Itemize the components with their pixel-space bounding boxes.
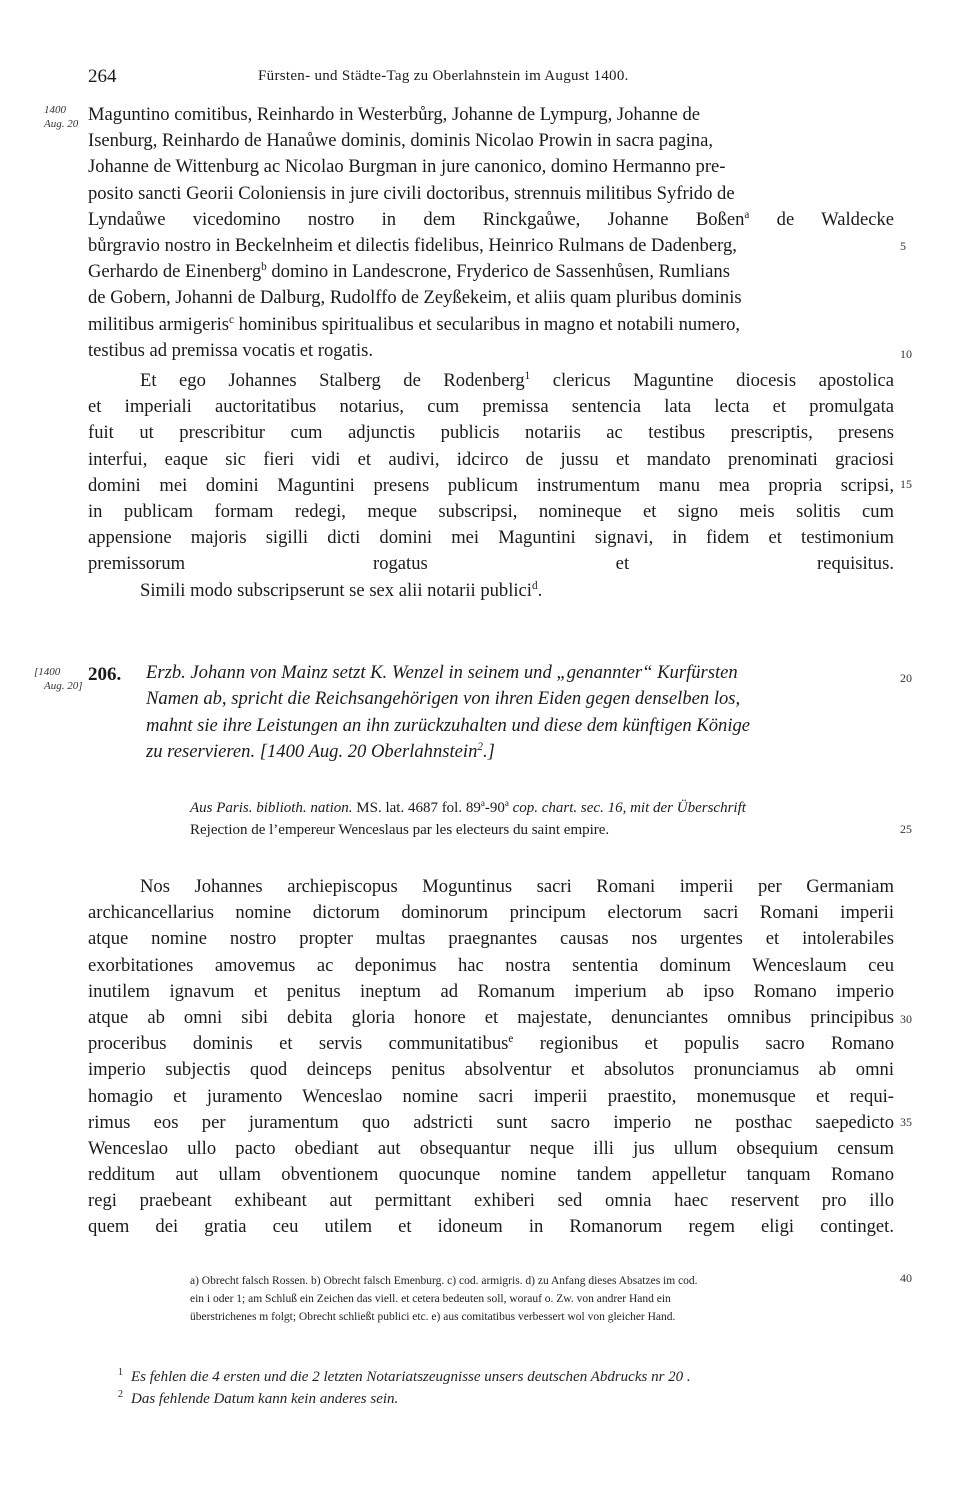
closing-paragraph xyxy=(88,578,894,604)
footnote-mark: d xyxy=(531,579,538,592)
text-line: Johanne de Wittenburg ac Nicolao Burgman in jure canonico, domino Hermanno pre- xyxy=(88,156,726,178)
text-line: Et ego Johannes Stalberg de Rodenberg$^1$ clericus Maguntine diocesis apostolica xyxy=(140,369,894,391)
margin-date: Aug. 20 xyxy=(44,118,79,130)
text-line: de Gobern, Johanni de Dalburg, Rudolffo de Zeyßekeim, et aliis quam pluribus dominis xyxy=(88,287,742,309)
running-title: Fürsten- und Städte-Tag zu Oberlahnstein im August 1400. xyxy=(258,68,629,84)
line-number: 30 xyxy=(900,1012,912,1026)
text-line: posito sancti Georii Coloniensis in jure civili doctoribus, strennuis militibus Syfrido de xyxy=(88,182,735,204)
endnote-line: $^2$ Das fehlende Datum kann kein anderes sein. xyxy=(118,1389,399,1407)
text-line: proceribus dominis et servis communitatibus$^e$ regionibus et populis sacro Romano xyxy=(88,1032,895,1055)
endnote-mark: 2 xyxy=(118,1389,123,1400)
margin-doc-year: [1400 xyxy=(34,666,61,678)
line-number: 25 xyxy=(900,822,912,836)
critical-footnotes xyxy=(190,1272,894,1326)
footnote-mark: 1 xyxy=(524,369,531,382)
source-heading-line: Rejection de l’empereur Wenceslaus par les electeurs du saint empire. xyxy=(190,822,610,838)
margin-year: 1400 xyxy=(44,104,66,116)
text-line: militibus armigeris$^c$ hominibus spiritualibus et secularibus in magno et notabili numero, xyxy=(88,313,741,335)
text-line: rimus eos per juramentum quo adstricti sunt sacro imperio ne posthac saepedicto xyxy=(88,1111,894,1133)
text-line: Maguntino comitibus, Reinhardo in Westerbůrg, Johanne de Lympurg, Johanne de xyxy=(88,104,701,125)
endnote-line: $^1$ Es fehlen die 4 ersten und die 2 letzten Notariatszeugnisse unsers deutschen Abdrucks nr 20 . xyxy=(118,1367,691,1385)
endnote-mark: 1 xyxy=(118,1367,123,1378)
line-number: 10 xyxy=(900,347,912,361)
footnote-line: a) Obrecht falsch Rossen. b) Obrecht falsch Emenburg. c) cod. armigris. d) zu Anfang dieses Absatzes im cod. xyxy=(190,1275,698,1287)
text-line: redditum aut ullam obventionem quocunque nomine tandem appelletur tanquam Romano xyxy=(88,1164,894,1186)
line-number: 20 xyxy=(900,671,912,685)
summary-line: zu reservieren. [1400 Aug. 20 Oberlahnstein$^2$.] xyxy=(146,740,495,763)
text-line: exorbitationes amovemus ac deponimus hac nostra sententia dominum Wenceslaum ceu xyxy=(88,954,894,976)
footnote-mark: b xyxy=(261,260,267,273)
text-line: Gerhardo de Einenberg$^b$ domino in Landescrone, Fryderico de Sassenhůsen, Rumlians xyxy=(88,260,730,283)
summary-line: Erzb. Johann von Mainz setzt K. Wenzel in seinem und „genannter“ Kurfürsten xyxy=(146,662,738,683)
text-line: quem dei gratia ceu utilem et idoneum in Romanorum regem eligi continget. xyxy=(88,1216,894,1238)
text-line: Simili modo subscripserunt se sex alii notarii publici$^d$. xyxy=(140,579,543,601)
text-line: et imperiali auctoritatibus notarius, cum premissa sentencia lata lecta et promulgata xyxy=(88,396,894,418)
page-header xyxy=(88,66,888,88)
text-line: bůrgravio nostro in Beckelnheim et dilectis fidelibus, Heinrico Rulmans de Dadenberg, xyxy=(88,234,737,256)
source-note xyxy=(190,797,894,841)
text-line: Isenburg, Reinhardo de Hanaůwe dominis, dominis Nicolao Prowin in sacra pagina, xyxy=(88,130,713,152)
footnote-mark: a xyxy=(744,208,750,221)
margin-doc-date: Aug. 20] xyxy=(44,680,83,692)
line-number: 35 xyxy=(900,1115,912,1129)
text-line: Nos Johannes archiepiscopus Moguntinus sacri Romani imperii per Germaniam xyxy=(140,876,894,897)
text-line: atque ab omni sibi debita gloria honore et majestate, denunciantes omnibus principibus xyxy=(88,1006,894,1028)
line-number: 40 xyxy=(900,1271,912,1285)
line-number: 5 xyxy=(900,239,906,253)
text-line: Lyndaůwe vicedomino nostro in dem Rinckgaůwe, Johanne Boßen$^a$ de Waldecke xyxy=(88,208,894,230)
text-line: imperio subjectis quod deinceps penitus absolventur et absolutos pronunciamus ab omni xyxy=(88,1059,894,1081)
deposition-text xyxy=(88,874,894,1241)
text-line: testibus ad premissa vocatis et rogatis. xyxy=(88,339,374,361)
text-line: interfui, eaque sic fieri vidi et audivi, idcirco de jussu et mandato prenominati graciosi xyxy=(88,448,894,470)
text-line: Wenceslao ullo pacto obediant aut obsequantur neque illi jus ullum obsequium censum xyxy=(88,1137,894,1159)
text-line: fuit ut prescribitur cum adjunctis publicis notariis ac testibus prescriptis, presens xyxy=(88,422,894,444)
footnote-mark: e xyxy=(508,1032,514,1045)
document-summary xyxy=(146,660,892,766)
footnote-line: ein i oder 1; am Schluß ein Zeichen das viell. et cetera bedeuten soll, worauf o. Zw. von andrer Hand ein xyxy=(190,1293,671,1305)
text-line: appensione majoris sigilli dicti domini mei Maguntini signavi, in fidem et testimonium xyxy=(88,527,894,549)
notary-paragraph xyxy=(88,368,894,578)
line-number: 15 xyxy=(900,477,912,491)
summary-line: mahnt sie ihre Leistungen an ihn zurückzuhalten und diese dem künftigen Könige xyxy=(146,714,751,736)
endnotes xyxy=(118,1366,894,1410)
text-line: domini mei domini Maguntini presens publicum instrumentum manu mea propria scripsi, xyxy=(88,474,894,496)
text-line: in publicam formam redegi, meque subscripsi, nomineque et signo meis solitis cum xyxy=(88,500,894,522)
text-line: atque nomine nostro propter multas praegnantes causas nos urgentes et intolerabiles xyxy=(88,928,894,950)
text-line: regi praebeant exhibeant aut permittant exhiberi sed omnia haec reservent pro illo xyxy=(88,1190,894,1212)
footnote-mark: c xyxy=(229,313,234,326)
text-line: homagio et juramento Wenceslao nomine sacri imperii praestito, monemusque et requi- xyxy=(88,1085,894,1107)
text-line: inutilem ignavum et penitus ineptum ad Romanum imperium ab ipso Romano imperio xyxy=(88,980,894,1002)
source-line: Aus Paris. biblioth. nation. MS. lat. 4687 fol. 89$^a$-90$^a$ cop. chart. sec. 16, mit der Überschrift xyxy=(190,798,746,816)
text-line: premissorum rogatus et requisitus. xyxy=(88,553,894,575)
footnote-mark: 2 xyxy=(477,740,483,753)
footnote-line: überstrichenes m folgt; Obrecht schließt publici etc. e) aus comitatibus verbessert wol von gleicher Hand. xyxy=(190,1311,676,1323)
witness-paragraph xyxy=(88,102,894,364)
page-number: 264 xyxy=(88,66,117,87)
summary-line: Namen ab, spricht die Reichsangehörigen von ihren Eiden gegen denselben los, xyxy=(146,688,741,710)
text-line: archicancellarius nomine dictorum dominorum principum electorum sacri Romani imperii xyxy=(88,902,894,924)
document-number: 206. xyxy=(88,664,122,685)
